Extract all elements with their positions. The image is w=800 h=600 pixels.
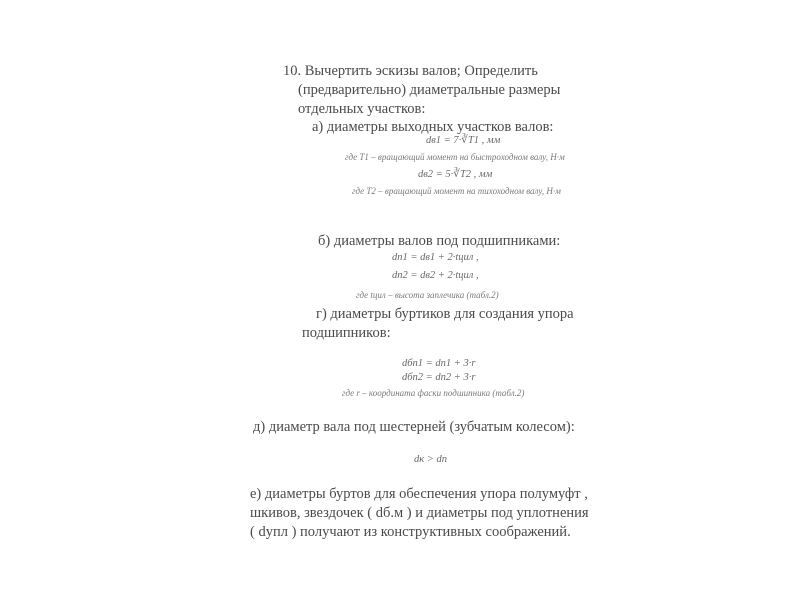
section-e-line1: е) диаметры буртов для обеспечения упора полумуфт , bbox=[250, 486, 588, 502]
formula-b1: dп1 = dв1 + 2·tцил , bbox=[392, 252, 479, 263]
section-d-heading: д) диаметр вала под шестерней (зубчатым колесом): bbox=[253, 419, 575, 435]
formula-a1: dв1 = 7·∛T1 , мм bbox=[426, 135, 501, 146]
item10-line2: (предварительно) диаметральные размеры bbox=[298, 82, 561, 98]
item10-line1: 10. Вычертить эскизы валов; Определить bbox=[283, 63, 538, 79]
section-e-line2: шкивов, звездочек ( dб.м ) и диаметры под уплотнения bbox=[250, 505, 589, 521]
note-a1: где T1 – вращающий момент на быстроходном валу, Н·м bbox=[345, 152, 565, 162]
section-b-heading: б) диаметры валов под подшипниками: bbox=[318, 233, 561, 249]
formula-g1: dбп1 = dп1 + 3·r bbox=[402, 358, 476, 369]
note-g: где r – координата фаски подшипника (табл.2) bbox=[342, 388, 525, 398]
formula-g2: dбп2 = dп2 + 3·r bbox=[402, 372, 476, 383]
section-e-line3: ( dупл ) получают из конструктивных соображений. bbox=[250, 524, 571, 540]
section-a-heading: а) диаметры выходных участков валов: bbox=[312, 119, 554, 135]
item10-line3: отдельных участков: bbox=[298, 101, 426, 117]
formula-b2: dп2 = dв2 + 2·tцил , bbox=[392, 270, 479, 281]
note-a2: где T2 – вращающий момент на тихоходном валу, Н·м bbox=[352, 186, 561, 196]
formula-d: dк > dп bbox=[414, 454, 447, 465]
section-g-heading1: г) диаметры буртиков для создания упора bbox=[316, 306, 574, 322]
note-b: где tцил – высота заплечика (табл.2) bbox=[356, 290, 499, 300]
formula-a2: dв2 = 5·∛T2 , мм bbox=[418, 169, 493, 180]
section-g-heading2: подшипников: bbox=[302, 325, 391, 341]
